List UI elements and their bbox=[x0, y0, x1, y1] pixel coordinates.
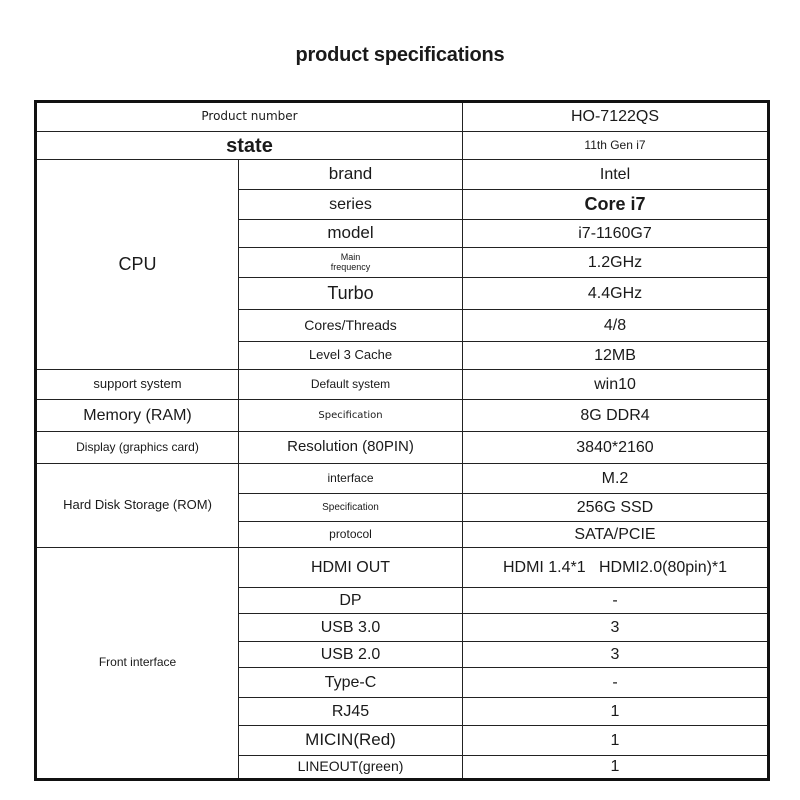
spec-label-storage-interface: interface bbox=[239, 464, 463, 494]
spec-group-cpu: CPU bbox=[36, 160, 239, 370]
spec-value-storage-specification: 256G SSD bbox=[463, 494, 769, 522]
spec-value-turbo: 4.4GHz bbox=[463, 278, 769, 310]
table-row bbox=[36, 464, 769, 494]
spec-value-series: Core i7 bbox=[463, 190, 769, 220]
table-row bbox=[36, 370, 769, 400]
port-label: HDMI OUT bbox=[239, 548, 463, 588]
spec-value-model: i7-1160G7 bbox=[463, 220, 769, 248]
table-row bbox=[36, 160, 769, 190]
spec-value-default-system: win10 bbox=[463, 370, 769, 400]
spec-group-storage: Hard Disk Storage (ROM) bbox=[36, 464, 239, 548]
spec-value-l3-cache: 12MB bbox=[463, 342, 769, 370]
port-label: LINEOUT(green) bbox=[239, 756, 463, 780]
spec-label-product-number: Product number bbox=[36, 102, 463, 132]
spec-value-memory-specification: 8G DDR4 bbox=[463, 400, 769, 432]
page-title: product specifications bbox=[295, 44, 505, 66]
spec-label-state: state bbox=[36, 132, 463, 160]
spec-value-storage-interface: M.2 bbox=[463, 464, 769, 494]
port-label: RJ45 bbox=[239, 698, 463, 726]
spec-value-main-frequency: 1.2GHz bbox=[463, 248, 769, 278]
spec-label-series: series bbox=[239, 190, 463, 220]
spec-label-resolution: Resolution (80PIN) bbox=[239, 432, 463, 464]
spec-group-front-interface: Front interface bbox=[36, 548, 239, 780]
port-value: 1 bbox=[463, 756, 769, 780]
port-value: 3 bbox=[463, 614, 769, 642]
spec-value-storage-protocol: SATA/PCIE bbox=[463, 522, 769, 548]
spec-label-storage-protocol: protocol bbox=[239, 522, 463, 548]
spec-group-support-system: support system bbox=[36, 370, 239, 400]
port-value: - bbox=[463, 588, 769, 614]
spec-value-product-number: HO-7122QS bbox=[463, 102, 769, 132]
spec-group-memory: Memory (RAM) bbox=[36, 400, 239, 432]
port-label: USB 2.0 bbox=[239, 642, 463, 668]
spec-label-storage-specification: Specification bbox=[239, 494, 463, 522]
spec-value-cores-threads: 4/8 bbox=[463, 310, 769, 342]
spec-value-state: 11th Gen i7 bbox=[463, 132, 769, 160]
port-value: HDMI 1.4*1 HDMI2.0(80pin)*1 bbox=[463, 548, 769, 588]
spec-label-main-frequency-line2: frequency bbox=[330, 261, 371, 272]
table-row bbox=[36, 400, 769, 432]
table-row bbox=[36, 132, 769, 160]
port-value: - bbox=[463, 668, 769, 698]
port-value: 3 bbox=[463, 642, 769, 668]
port-label: USB 3.0 bbox=[239, 614, 463, 642]
port-label: Type-C bbox=[239, 668, 463, 698]
table-row bbox=[36, 102, 769, 132]
spec-label-default-system: Default system bbox=[239, 370, 463, 400]
port-value: 1 bbox=[463, 698, 769, 726]
spec-label-turbo: Turbo bbox=[239, 278, 463, 310]
port-value: 1 bbox=[463, 726, 769, 756]
spec-group-display: Display (graphics card) bbox=[36, 432, 239, 464]
spec-value-brand: Intel bbox=[463, 160, 769, 190]
spec-label-cores-threads: Cores/Threads bbox=[239, 310, 463, 342]
spec-label-model: model bbox=[239, 220, 463, 248]
spec-label-main-frequency-line1: Main bbox=[340, 251, 361, 262]
spec-label-l3-cache: Level 3 Cache bbox=[239, 342, 463, 370]
table-row bbox=[36, 548, 769, 588]
spec-value-resolution: 3840*2160 bbox=[463, 432, 769, 464]
spec-label-memory-specification: Specification bbox=[239, 400, 463, 432]
spec-table bbox=[34, 100, 770, 781]
spec-label-main-frequency bbox=[239, 248, 463, 278]
port-label: DP bbox=[239, 588, 463, 614]
table-row bbox=[36, 432, 769, 464]
port-label: MICIN(Red) bbox=[239, 726, 463, 756]
spec-label-brand: brand bbox=[239, 160, 463, 190]
